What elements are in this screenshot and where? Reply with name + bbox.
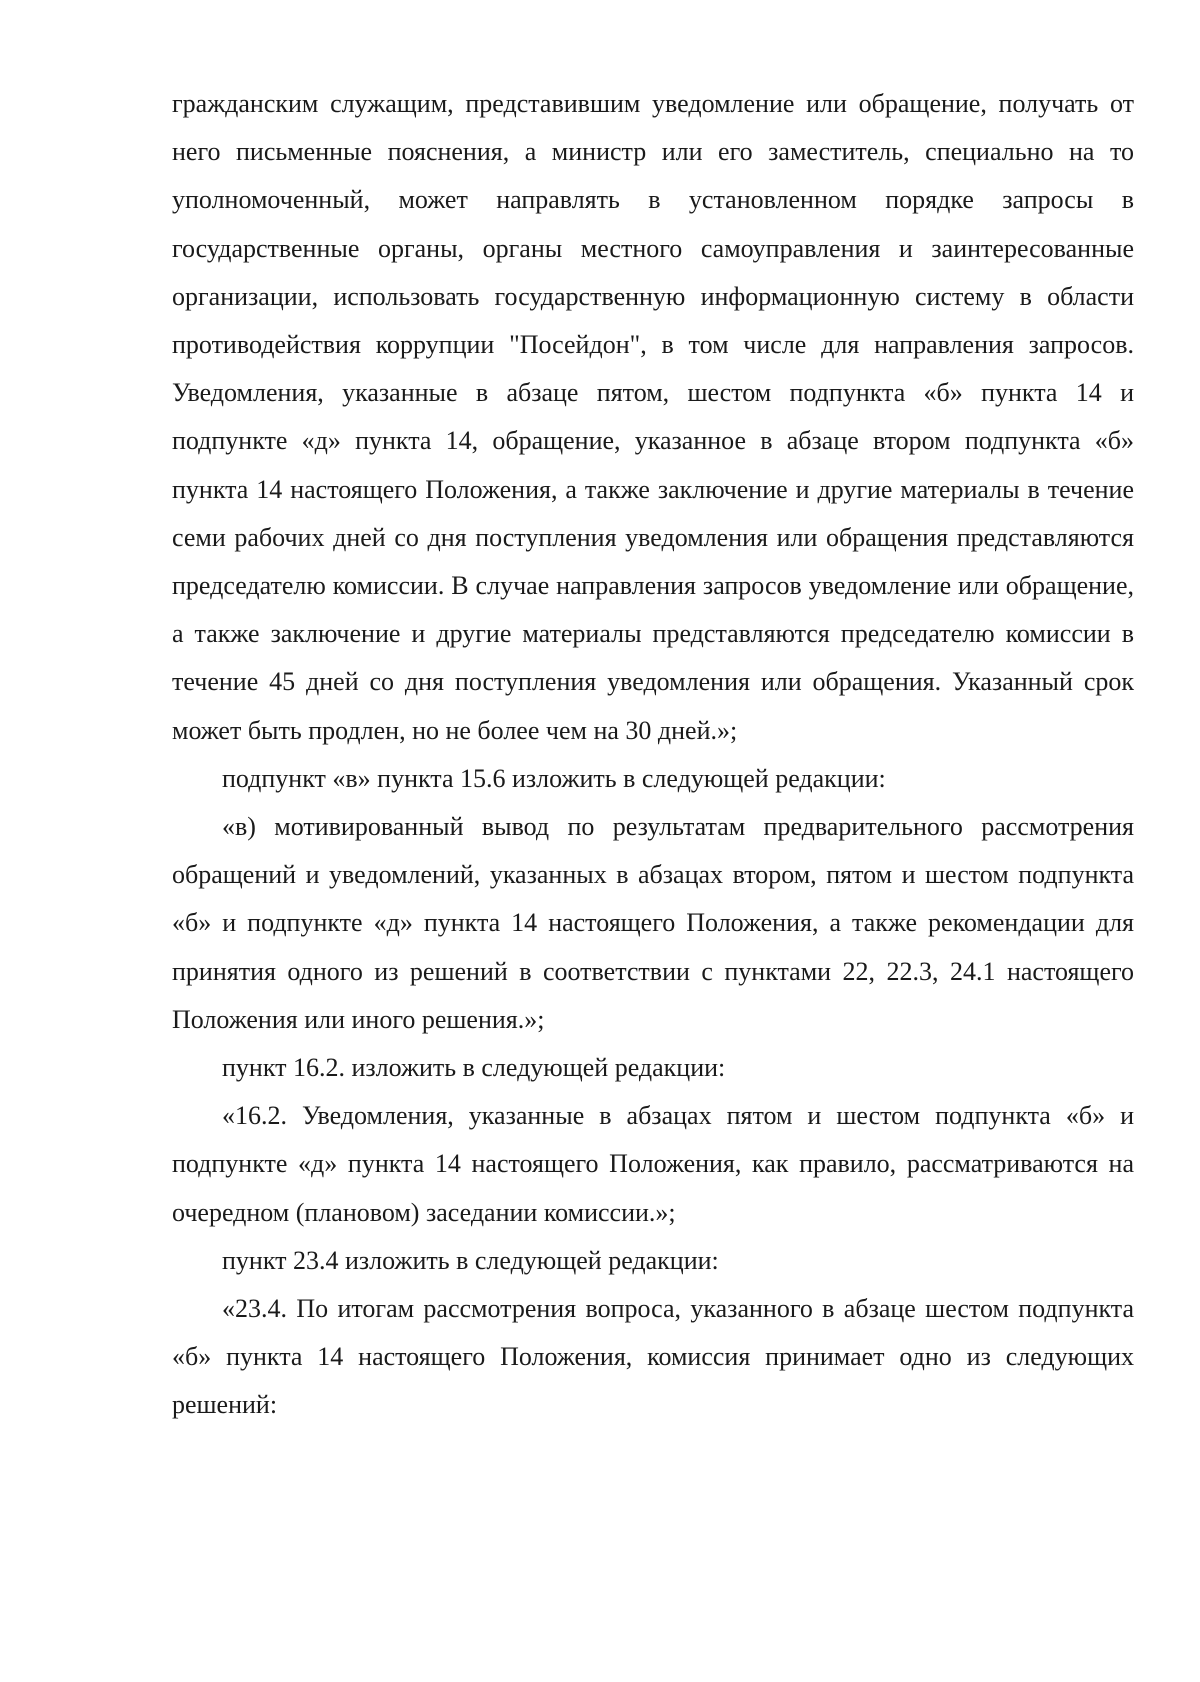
paragraph-subpoint-15-6-intro: подпункт «в» пункта 15.6 изложить в следующей редакции: bbox=[222, 763, 886, 793]
paragraph-point-23-4-intro: пункт 23.4 изложить в следующей редакции: bbox=[222, 1245, 719, 1275]
paragraph-subpoint-v-text: «в) мотивированный вывод по результатам предварительного рассмотрения обращений и уведомлений, указанных в абзацах втором, пятом и шестом подпункта «б» и подпункте «д» пункта 14 настоящего Положения, а также рекомендации для принятия одного из решений в соответствии с пунктами 22, 22.3, 24.1 настоящего Положения или иного решения.»; bbox=[172, 812, 1134, 1034]
paragraph-point-16-2-intro: пункт 16.2. изложить в следующей редакции: bbox=[222, 1053, 726, 1083]
document-page bbox=[172, 80, 1134, 1430]
paragraph-point-16-2-text: «16.2. Уведомления, указанные в абзацах пятом и шестом подпункта «б» и подпункте «д» пункта 14 настоящего Положения, как правило, рассматриваются на очередном (плановом) заседании комиссии.»; bbox=[172, 1101, 1134, 1227]
paragraph-point-23-4-text: «23.4. По итогам рассмотрения вопроса, указанного в абзаце шестом подпункта «б» пункта 14 настоящего Положения, комиссия принимает одно из следующих решений: bbox=[172, 1294, 1134, 1420]
paragraph-continuation: гражданским служащим, представившим уведомление или обращение, получать от него письменные пояснения, а министр или его заместитель, специально на то уполномоченный, может направлять в установленном порядке запросы в государственные органы, органы местного самоуправления и заинтересованные организации, использовать государственную информационную систему в области противодействия коррупции "Посейдон", в том числе для направления запросов. Уведомления, указанные в абзаце пятом, шестом подпункта «б» пункта 14 и подпункте «д» пункта 14, обращение, указанное в абзаце втором подпункта «б» пункта 14 настоящего Положения, а также заключение и другие материалы в течение семи рабочих дней со дня поступления уведомления или обращения представляются председателю комиссии. В случае направления запросов уведомление или обращение, а также заключение и другие материалы представляются председателю комиссии в течение 45 дней со дня поступления уведомления или обращения. Указанный срок может быть продлен, но не более чем на 30 дней.»; bbox=[172, 89, 1134, 745]
